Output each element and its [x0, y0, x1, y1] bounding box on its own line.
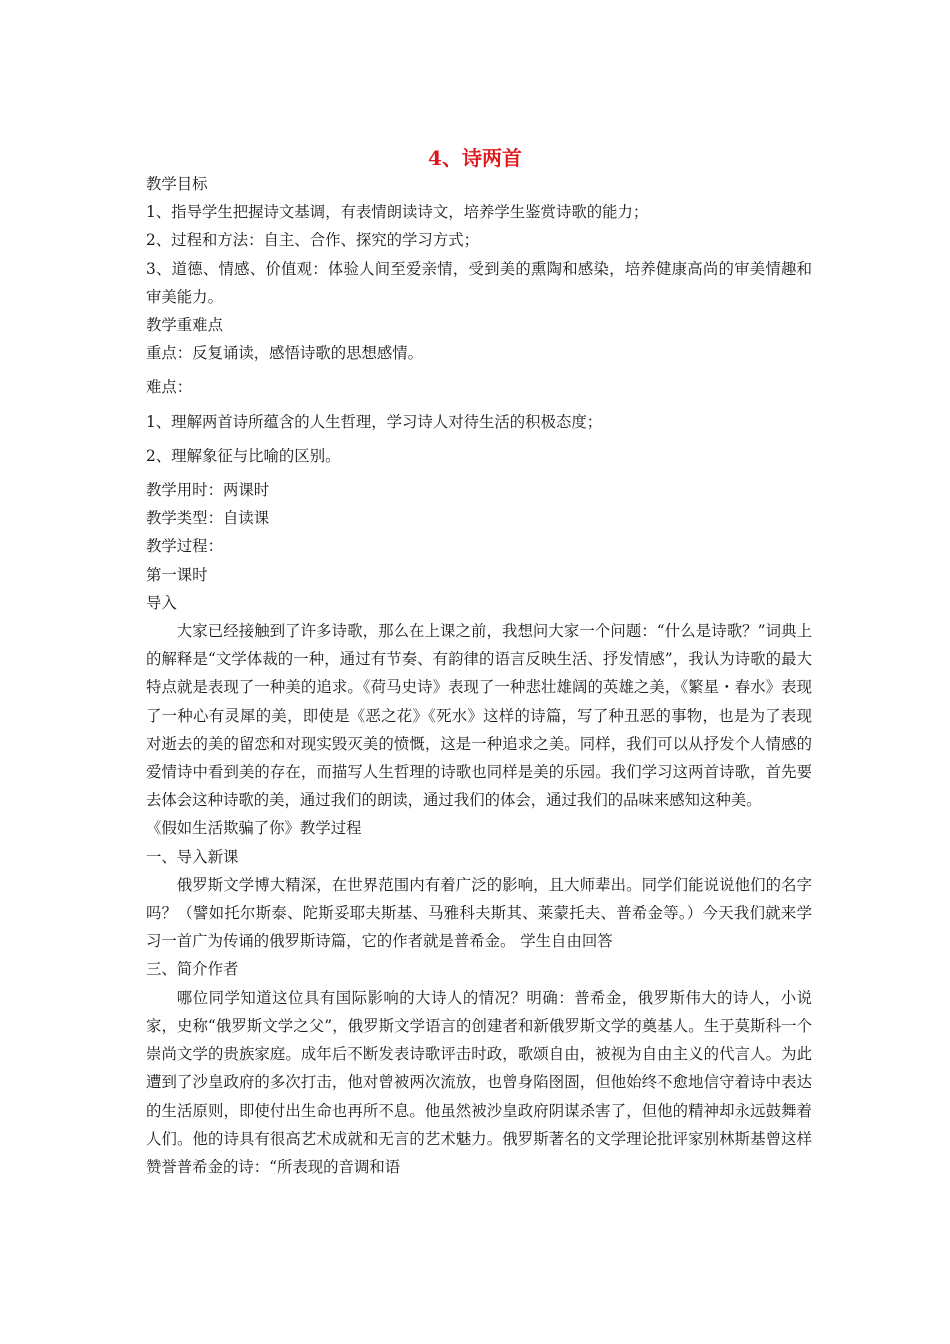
step-heading-3: 三、简介作者 — [146, 960, 239, 979]
section-heading-goals: 教学目标 — [146, 175, 208, 193]
goal-item-3: 3、道德、情感、价值观：体验人间至爱亲情，受到美的熏陶和感染，培养健康高尚的审美情趣和审美能力。 — [146, 259, 812, 306]
intro-paragraph: 大家已经接触到了许多诗歌，那么在上课之前，我想问大家一个问题：“什么是诗歌？”词典上的解释是“文学体裁的一种，通过有节奏、有韵律的语言反映生活、抒发情感”，我认为诗歌的最大特点就是表现了一种美的追求。《荷马史诗》表现了一种悲壮雄阔的英雄之美，《繁星・春水》表现了一种心有灵犀的美，即使是《恶之花》《死水》这样的诗篇，写了种丑恶的事物，也是为了表现对逝去的美的留恋和对现实毁灭美的愤慨，这是一种追求之美。同样，我们可以从抒发个人情感的爱情诗中看到美的存在，而描写人生哲理的诗歌也同样是美的乐园。我们学习这两首诗歌，首先要去体会这种诗歌的美，通过我们的朗读，通过我们的体会，通过我们的品味来感知这种美。 — [146, 622, 812, 810]
step-3-paragraph: 哪位同学知道这位具有国际影响的大诗人的情况？明确：普希金，俄罗斯伟大的诗人，小说家，史称“俄罗斯文学之父”，俄罗斯文学语言的创建者和新俄罗斯文学的奠基人。生于莫斯科一个崇尚文学的贵族家庭。成年后不断发表诗歌评击时政，歌颂自由，被视为自由主义的代言人。为此遭到了沙皇政府的多次打击，他对曾被两次流放，也曾身陷囹圄，但他始终不愈地信守着诗中表达的生活原则，即使付出生命也再所不息。他虽然被沙皇政府阴谋杀害了，但他的精神却永远鼓舞着人们。他的诗具有很高艺术成就和无言的艺术魅力。俄罗斯著名的文学理论批评家别林斯基曾这样赞誉普希金的诗：“所表现的音调和语 — [146, 988, 812, 1176]
document-body — [146, 170, 812, 1181]
intro-heading: 导入 — [146, 593, 177, 612]
key-point-text: 重点：反复诵读，感悟诗歌的思想感情。 — [146, 344, 424, 363]
section-heading-key-points: 教学重难点 — [146, 316, 223, 335]
page-title: 4、诗两首 — [428, 146, 522, 170]
teaching-hours: 教学用时：两课时 — [146, 481, 270, 500]
poem-heading: 《假如生活欺骗了你》教学过程 — [146, 819, 362, 838]
lesson-heading: 第一课时 — [146, 565, 208, 584]
teaching-type: 教学类型：自读课 — [146, 509, 270, 528]
goal-item-1: 1、指导学生把握诗文基调，有表情朗读诗文，培养学生鉴赏诗歌的能力； — [146, 203, 649, 222]
difficulty-item-2: 2、理解象征与比喻的区别。 — [146, 446, 341, 465]
teaching-process: 教学过程： — [146, 537, 223, 556]
goal-item-2: 2、过程和方法：自主、合作、探究的学习方式； — [146, 231, 479, 250]
difficulty-item-1: 1、理解两首诗所蕴含的人生哲理，学习诗人对待生活的积极态度； — [146, 412, 603, 431]
difficulty-heading: 难点： — [146, 378, 193, 397]
step-1-paragraph: 俄罗斯文学博大精深，在世界范围内有着广泛的影响，且大师辈出。同学们能说说他们的名字吗？（譬如托尔斯泰、陀斯妥耶夫斯基、马雅科夫斯其、莱蒙托夫、普希金等。）今天我们就来学习一首广为传诵的俄罗斯诗篇，它的作者就是普希金。 学生自由回答 — [146, 875, 812, 951]
step-heading-1: 一、导入新课 — [146, 847, 239, 866]
